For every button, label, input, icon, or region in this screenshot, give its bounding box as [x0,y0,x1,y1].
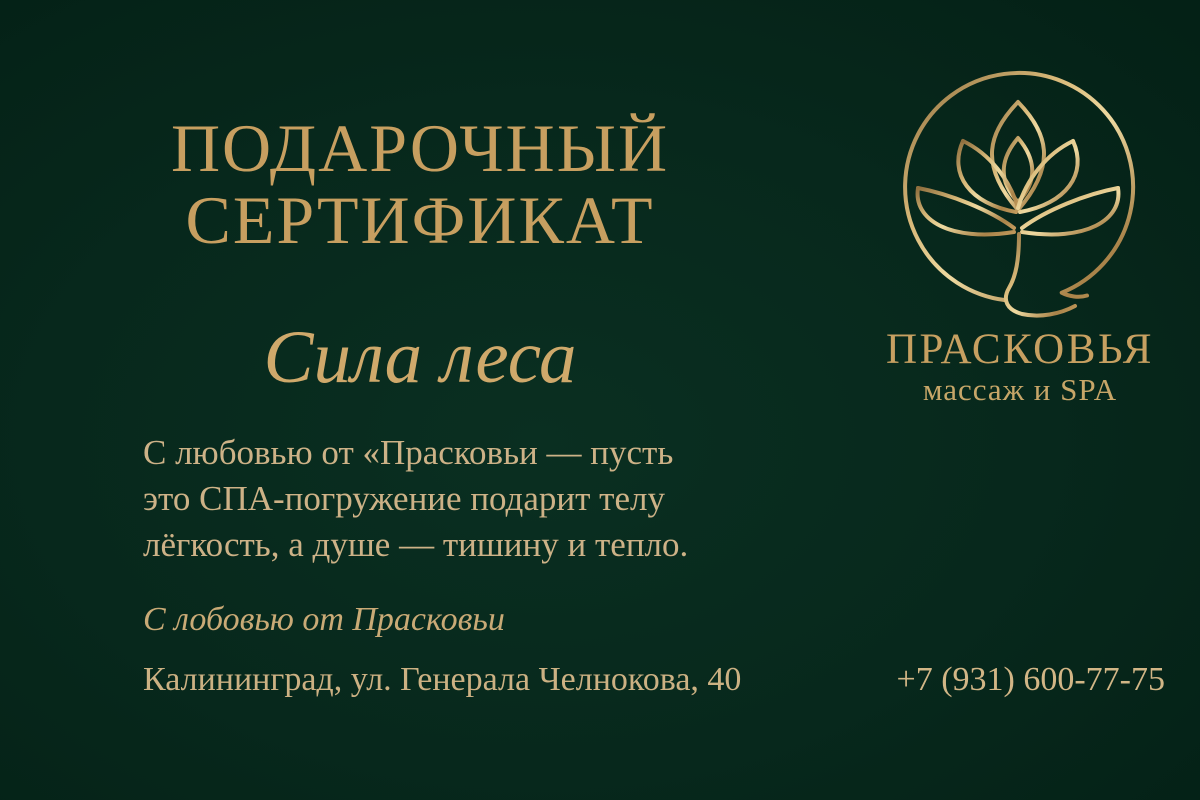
certificate-title-line1: ПОДАРОЧНЫЙ [170,110,670,186]
brand-tagline: массаж и SPA [922,372,1118,407]
brand-name: ПРАСКОВЬЯ [886,326,1154,373]
gift-message-line1: С любовью от «Прасковьи — пусть [143,433,674,472]
phone-number: +7 (931) 600-77-75 [896,661,1165,698]
program-name: Сила леса [263,316,577,399]
contact-row [143,660,1165,700]
gift-message-line2: это СПА-погружение подарит телу [143,479,665,518]
certificate-title-line2: СЕРТИФИКАТ [185,182,655,258]
address-text: Калининград, ул. Генерала Челнокова, 40 [143,661,742,698]
signature-line: С лобовью от Прасковьи [143,601,505,638]
certificate-title [70,112,770,256]
gift-message [143,430,783,568]
lotus-logo-icon [888,62,1150,324]
gift-message-line3: лёгкость, а душе — тишину и тепло. [143,525,689,564]
lotus-logo-svg [888,62,1150,324]
